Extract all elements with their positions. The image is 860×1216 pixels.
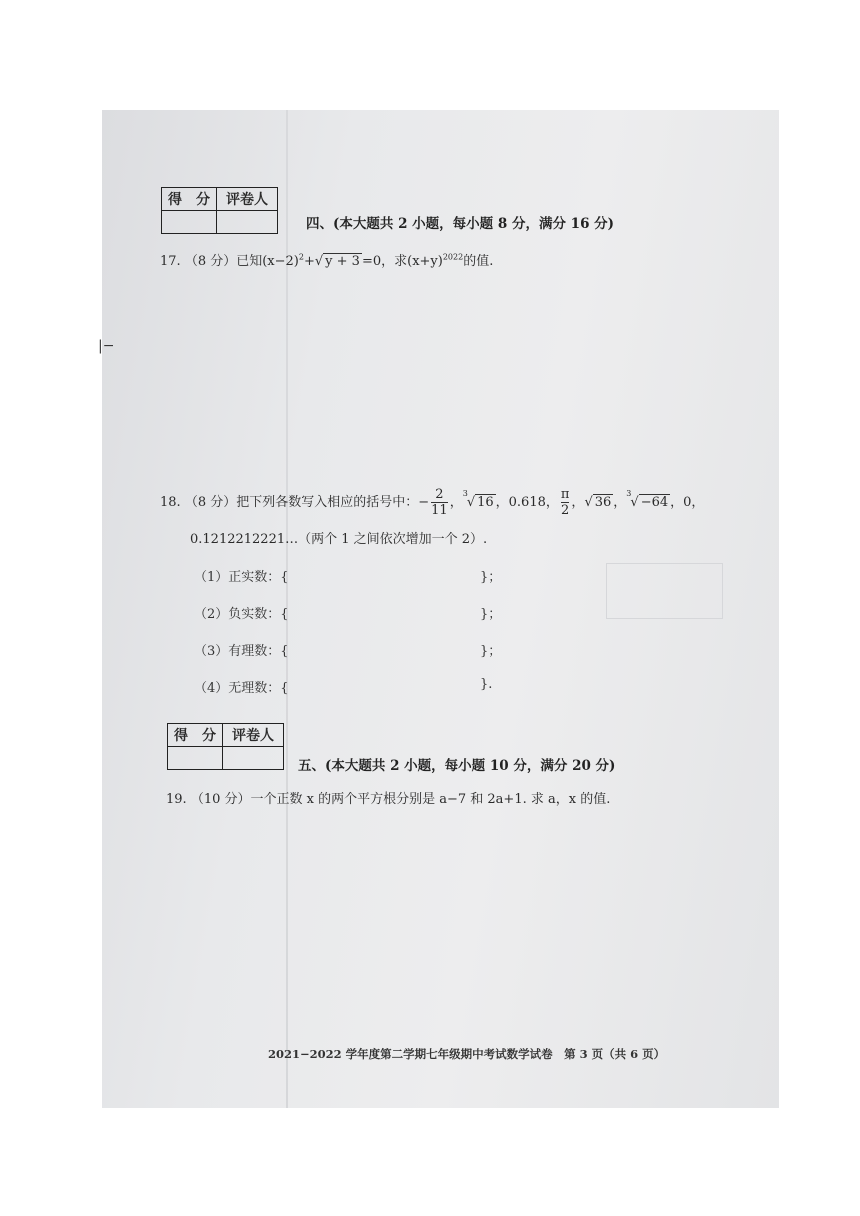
q18-sep: ，	[571, 495, 585, 510]
q18-item-irrational: （4）无理数：{	[194, 681, 289, 696]
q17-lead: 已知(x−2)	[236, 254, 299, 269]
score-box-section-5	[167, 723, 284, 770]
frac-denominator: 2	[561, 503, 570, 518]
q17-eq: =0，求(x+y)	[361, 254, 443, 269]
question-18	[160, 487, 704, 518]
edge-mark: |−	[98, 338, 115, 354]
q18-item-positive-real-close: }；	[480, 570, 502, 585]
section-4-title: 四、(本大题共 2 小题，每小题 8 分，满分 16 分)	[306, 216, 615, 232]
q19-text: （10 分）一个正数 x 的两个平方根分别是 a−7 和 2a+1. 求 a，x 的值.	[190, 792, 611, 807]
q18-sep: ，	[613, 495, 627, 510]
bleed-through-box	[606, 563, 723, 619]
grader-header: 评卷人	[217, 188, 278, 211]
sqrt-36-arg: 36	[594, 495, 612, 510]
q18-item-rational-close: }；	[480, 644, 502, 659]
fraction-2-11	[431, 487, 448, 518]
q18-neg: −	[418, 495, 430, 510]
q18-number: 18.	[160, 495, 181, 510]
grader-cell	[217, 211, 278, 234]
q18-item-negative-real-close: }；	[480, 607, 502, 622]
q18-item-irrational-close: }.	[480, 677, 493, 692]
q18-sep: ，	[449, 495, 463, 510]
question-18-line-2: 0.1212212221…（两个 1 之间依次增加一个 2）.	[190, 532, 488, 547]
sqrt-symbol: √	[584, 495, 593, 510]
frac-numerator: π	[560, 487, 570, 502]
question-19	[166, 788, 610, 807]
q17-plus: +	[303, 254, 315, 269]
score-header: 得 分	[162, 188, 217, 211]
grader-header: 评卷人	[223, 724, 284, 747]
question-17	[160, 250, 493, 269]
frac-numerator: 2	[435, 487, 444, 502]
cbrt-neg64-arg: −64	[640, 495, 669, 510]
grader-cell	[223, 747, 284, 770]
q18-points: （8 分）	[184, 495, 237, 510]
q18-zero: ，0，	[670, 495, 705, 510]
score-cell	[162, 211, 217, 234]
q17-exp2: 2	[298, 252, 304, 262]
score-cell	[168, 747, 223, 770]
q18-item-positive-real: （1）正实数：{	[194, 570, 289, 585]
section-5-title: 五、(本大题共 2 小题，每小题 10 分，满分 20 分)	[298, 758, 616, 774]
frac-denominator: 11	[431, 503, 448, 518]
q18-item-rational: （3）有理数：{	[194, 644, 289, 659]
cbrt-16-arg: 16	[477, 495, 494, 510]
q17-tail: 的值.	[463, 254, 494, 269]
page-footer: 2021−2022 学年度第二学期七年级期中考试数学试卷 第 3 页（共 6 页）	[268, 1047, 666, 1061]
sqrt-symbol: √	[314, 254, 324, 269]
q17-sqrt-arg: y + 3	[325, 254, 360, 269]
sqrt-symbol: √	[466, 495, 476, 510]
fraction-pi-2	[561, 487, 570, 518]
q19-number: 19.	[166, 792, 187, 807]
cbrt-index: 3	[626, 489, 632, 498]
score-box-section-4	[161, 187, 278, 234]
q17-exp2022: 2022	[442, 252, 464, 262]
score-header: 得 分	[168, 724, 223, 747]
q17-points: （8 分）	[184, 254, 237, 269]
sqrt-symbol: √	[630, 495, 639, 510]
q18-lead: 把下列各数写入相应的括号中：	[236, 495, 419, 510]
q17-number: 17.	[160, 254, 181, 269]
cbrt-index: 3	[462, 489, 468, 498]
q18-item-negative-real: （2）负实数：{	[194, 607, 289, 622]
q18-0618: ，0.618，	[495, 495, 559, 510]
